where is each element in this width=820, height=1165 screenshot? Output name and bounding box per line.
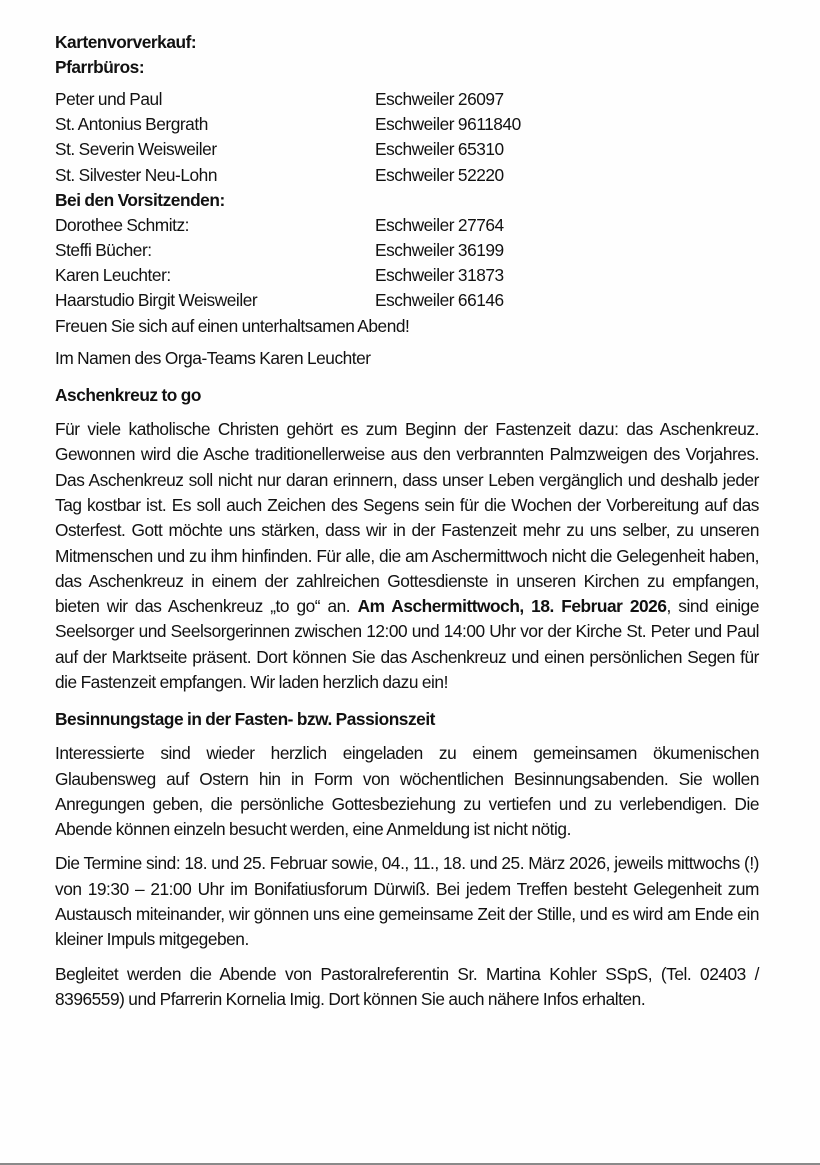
reflection-paragraph: Die Termine sind: 18. und 25. Februar sowie, 04., 11., 18. und 25. März 2026, jeweils mittwochs (!) von 19:30 – 21:00 Uhr im Bonifatiusforum Dürwiß. Bei jedem Treffen besteht Gelegenheit zum Austausch miteinander, wir gönnen uns eine gemeinsame Zeit der Stille, und es wird am Ende ein kleiner Impuls mitgegeben. [55, 853, 759, 950]
contact-phone: Eschweiler 52220 [375, 164, 504, 185]
contact-row [55, 288, 759, 313]
contact-name: St. Antonius Bergrath [55, 114, 208, 135]
contact-phone: Eschweiler 26097 [375, 89, 504, 109]
parish-offices-heading: Pfarrbüros: [55, 57, 145, 77]
contact-name: Peter und Paul [55, 89, 163, 109]
contact-phone: Eschweiler 66146 [375, 290, 504, 311]
reflection-section-title: Besinnungstage in der Fasten- bzw. Passionszeit [55, 709, 435, 730]
contact-row [55, 137, 759, 162]
ashes-date-highlight: Am Aschermittwoch, 18. Februar 2026 [357, 596, 667, 617]
contact-row [55, 112, 759, 137]
chairs-list [55, 213, 759, 314]
contact-name: St. Silvester Neu-Lohn [55, 164, 217, 185]
signature-line: Im Namen des Orga-Teams Karen Leuchter [55, 347, 371, 368]
contact-phone: Eschweiler 65310 [375, 139, 504, 160]
reflection-paragraph: Begleitet werden die Abende von Pastoralreferentin Sr. Martina Kohler SSpS, (Tel. 02403 / 8396559) und Pfarrerin Kornelia Imig. Dort können Sie auch nähere Infos erhalten. [55, 963, 759, 1009]
parish-offices-list [55, 87, 759, 188]
contact-row [55, 263, 759, 288]
contact-name: Steffi Bücher: [55, 240, 152, 261]
contact-row [55, 163, 759, 188]
document-page [55, 30, 759, 1012]
closing-line: Freuen Sie sich auf einen unterhaltsamen Abend! [55, 315, 410, 336]
contact-row [55, 238, 759, 263]
chairs-heading: Bei den Vorsitzenden: [55, 189, 225, 210]
contact-name: Haarstudio Birgit Weisweiler [55, 290, 258, 311]
contact-phone: Eschweiler 27764 [375, 214, 504, 235]
reflection-paragraph: Interessierte sind wieder herzlich eingeladen zu einem gemeinsamen ökumenischen Glaubensweg auf Ostern hin in Form von wöchentlichen Besinnungsabenden. Sie wollen Anregungen geben, die persönliche Gottesbeziehung zu vertiefen und zu verlebendigen. Die Abende können einzeln besucht werden, eine Anmeldung ist nicht nötig. [55, 743, 759, 840]
contact-name: St. Severin Weisweiler [55, 139, 217, 160]
contact-phone: Eschweiler 9611840 [375, 114, 521, 135]
contact-name: Dorothee Schmitz: [55, 214, 189, 235]
ashes-section-title: Aschenkreuz to go [55, 385, 201, 406]
contact-name: Karen Leuchter: [55, 265, 171, 286]
contact-row [55, 87, 759, 112]
ashes-text-after: , sind einige Seelsorger und Seelsorgerinnen zwischen 12:00 und 14:00 Uhr vor der Kirche St. Peter und Paul auf der Marktseite präsent. Dort können Sie das Aschenkreuz und einen persönlichen Segen für die Fastenzeit empfangen. Wir laden herzlich dazu ein! [55, 596, 759, 692]
ashes-paragraph [55, 417, 759, 695]
contact-phone: Eschweiler 36199 [375, 240, 504, 261]
contact-phone: Eschweiler 31873 [375, 265, 504, 286]
ticket-sales-heading: Kartenvorverkauf: [55, 32, 197, 52]
contact-row [55, 213, 759, 238]
ashes-text-before: Für viele katholische Christen gehört es zum Beginn der Fastenzeit dazu: das Aschenkreuz. Gewonnen wird die Asche traditionellerweise aus den verbrannten Palmzweigen des Vorjahres. Das Aschenkreuz soll nicht nur daran erinnern, dass unser Leben vergänglich und deshalb jeder Tag kostbar ist. Es soll auch Zeichen des Segens sein für die Wochen der Vorbereitung auf das Osterfest. Gott möchte uns stärken, dass wir in der Fastenzeit mehr zu uns selber, zu unseren Mitmenschen und zu ihm hinfinden. Für alle, die am Aschermittwoch nicht die Gelegenheit haben, das Aschenkreuz in einem der zahlreichen Gottesdienste in unseren Kirchen zu empfangen, bieten wir das Aschenkreuz „to go“ an. [55, 419, 759, 617]
